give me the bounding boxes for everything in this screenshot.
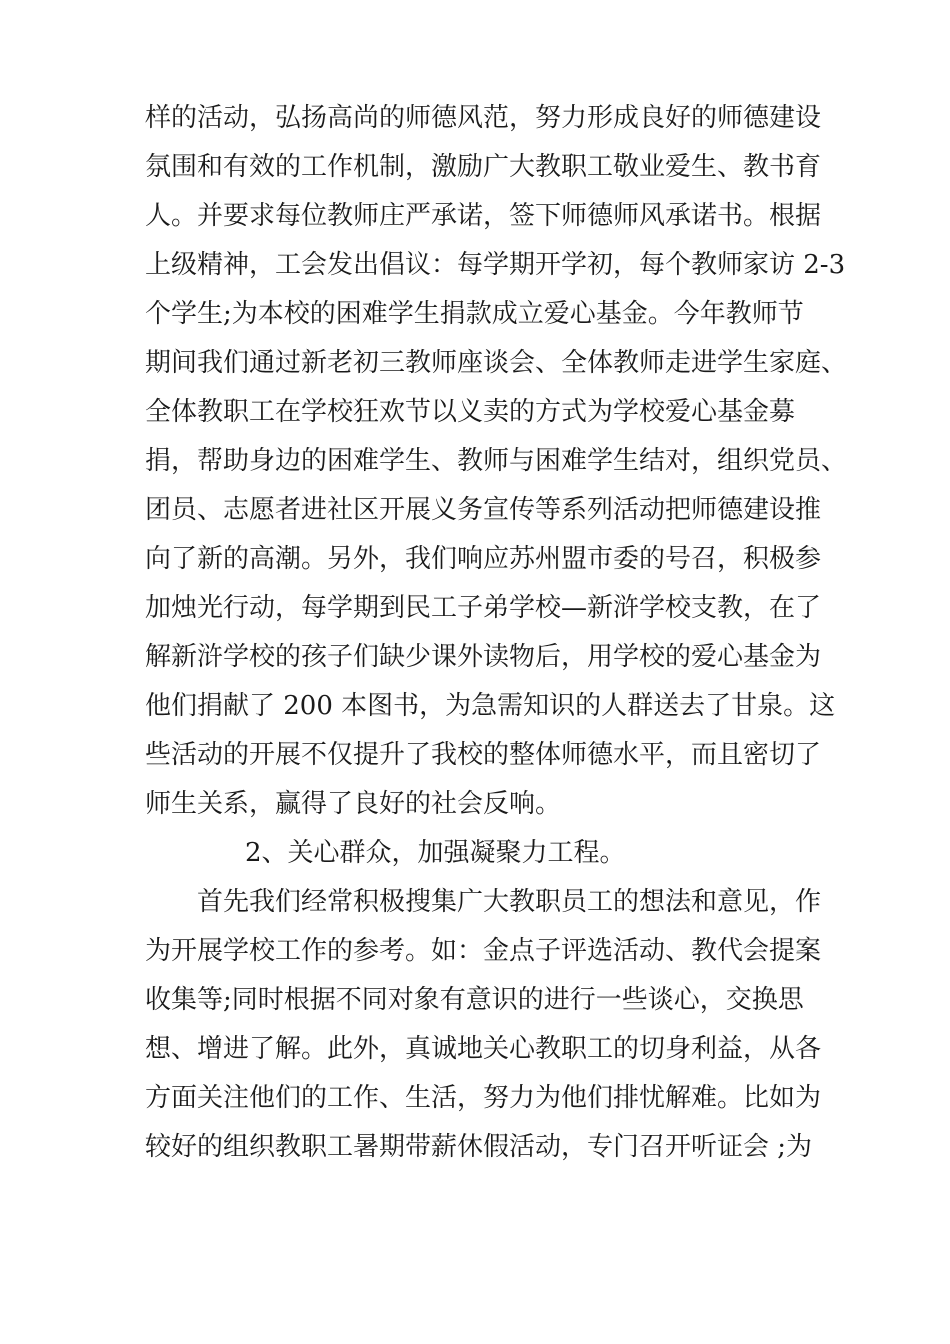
text-line: 期间我们通过新老初三教师座谈会、全体教师走进学生家庭、 bbox=[145, 348, 848, 378]
text-line: 加烛光行动，每学期到民工子弟学校—新浒学校支教，在了 bbox=[145, 593, 822, 623]
text-line: 方面关注他们的工作、生活，努力为他们排忧解难。比如为 bbox=[145, 1083, 822, 1113]
text-line: 人。并要求每位教师庄严承诺，签下师德师风承诺书。根据 bbox=[145, 201, 822, 231]
text-line: 捐，帮助身边的困难学生、教师与困难学生结对，组织党员、 bbox=[145, 446, 848, 476]
text-line: 首先我们经常积极搜集广大教职员工的想法和意见，作 bbox=[197, 887, 822, 917]
text-line: 些活动的开展不仅提升了我校的整体师德水平，而且密切了 bbox=[145, 740, 822, 770]
text-line: 氛围和有效的工作机制，激励广大教职工敬业爱生、教书育 bbox=[145, 152, 822, 182]
text-line: 他们捐献了 200 本图书，为急需知识的人群送去了甘泉。这 bbox=[145, 691, 836, 721]
text-line: 个学生;为本校的困难学生捐款成立爱心基金。今年教师节 bbox=[145, 299, 804, 329]
text-line: 样的活动，弘扬高尚的师德风范，努力形成良好的师德建设 bbox=[145, 103, 822, 133]
section-heading: 2、关心群众，加强凝聚力工程。 bbox=[245, 838, 626, 868]
text-line: 向了新的高潮。另外，我们响应苏州盟市委的号召，积极参 bbox=[145, 544, 822, 574]
text-line: 收集等;同时根据不同对象有意识的进行一些谈心，交换思 bbox=[145, 985, 804, 1015]
text-line: 团员、志愿者进社区开展义务宣传等系列活动把师德建设推 bbox=[145, 495, 822, 525]
text-line: 全体教职工在学校狂欢节以义卖的方式为学校爱心基金募 bbox=[145, 397, 796, 427]
text-line: 想、增进了解。此外，真诚地关心教职工的切身利益，从各 bbox=[145, 1034, 822, 1064]
text-line: 为开展学校工作的参考。如：金点子评选活动、教代会提案 bbox=[145, 936, 822, 966]
text-line: 解新浒学校的孩子们缺少课外读物后，用学校的爱心基金为 bbox=[145, 642, 822, 672]
text-line: 上级精神，工会发出倡议：每学期开学初，每个教师家访 2-3 bbox=[145, 250, 846, 280]
text-line: 师生关系，赢得了良好的社会反响。 bbox=[145, 789, 562, 819]
text-line: 较好的组织教职工暑期带薪休假活动，专门召开听证会 ;为 bbox=[145, 1132, 813, 1162]
